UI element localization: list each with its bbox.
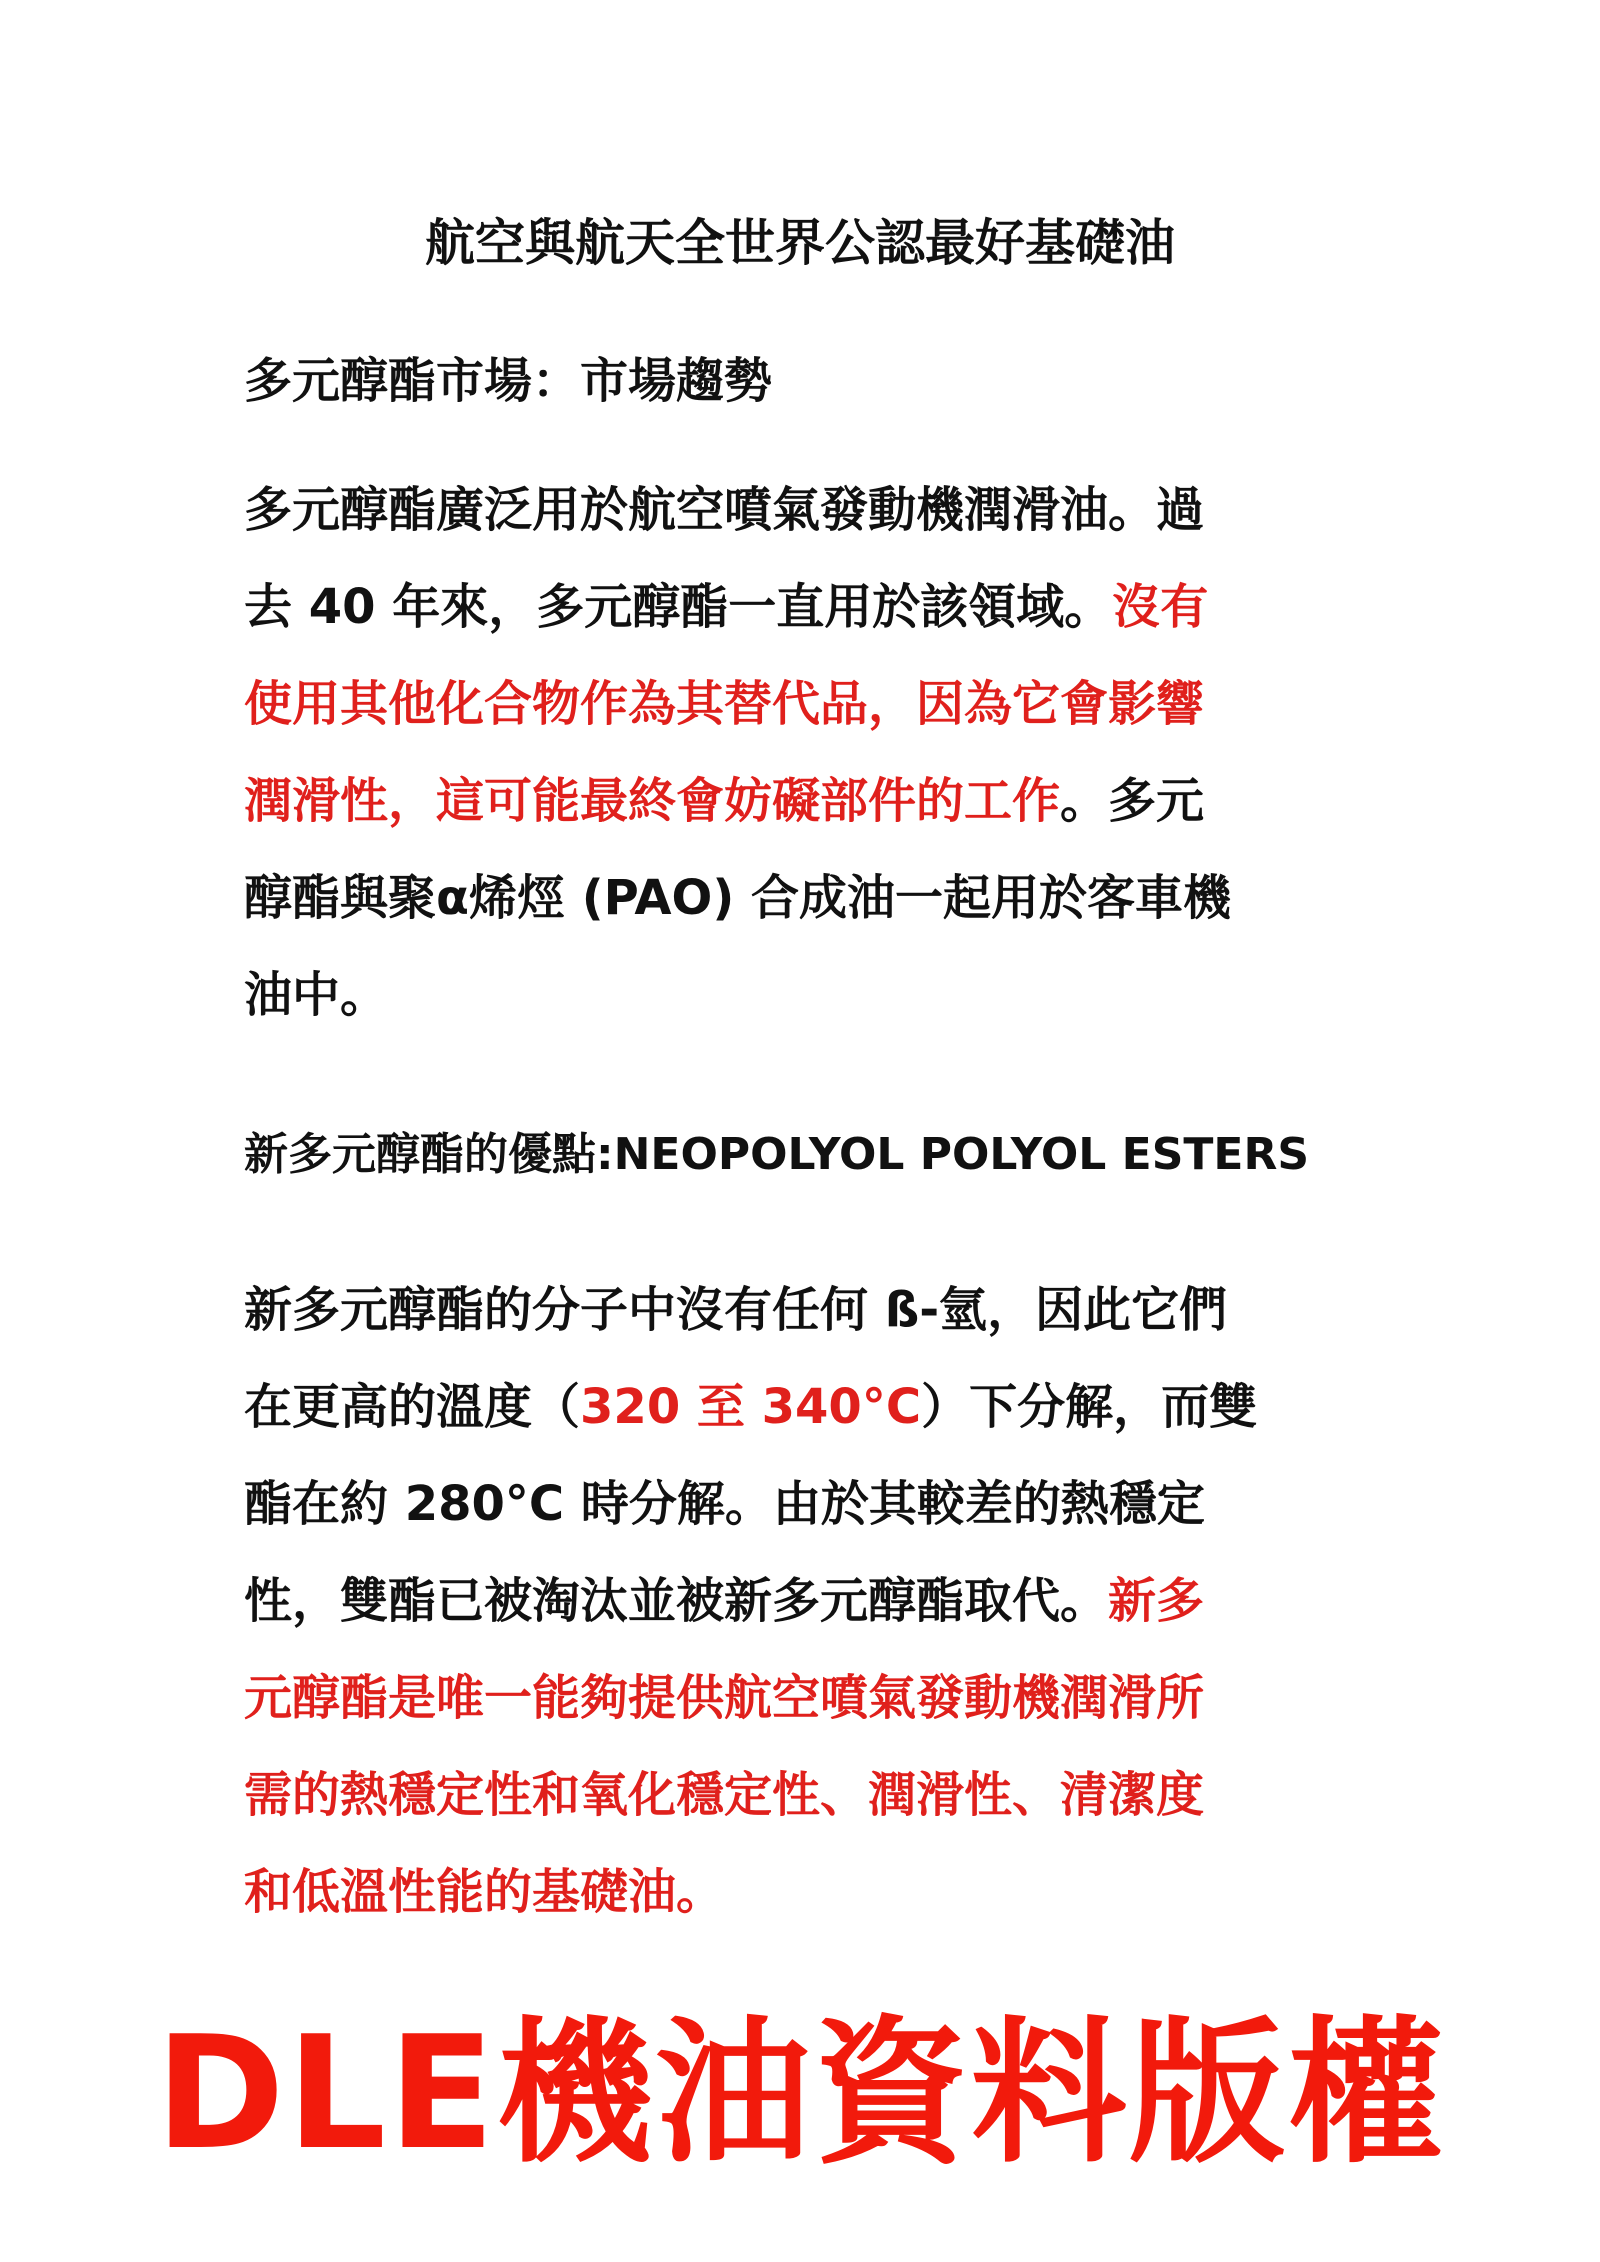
highlighted-text: 潤滑性，這可能最終會妨礙部件的工作 [244, 773, 1061, 829]
body-text: 油中。 [244, 967, 389, 1023]
paragraph-line [244, 1747, 1354, 1844]
body-text: 多元醇酯廣泛用於航空噴氣發動機潤滑油。過 [244, 482, 1205, 538]
body-text: 醇酯與聚α烯烴 (PAO) 合成油一起用於客車機 [244, 870, 1232, 926]
paragraph-line [244, 1456, 1354, 1553]
paragraph-line [244, 656, 1354, 753]
paragraph-neopolyol-advantages [244, 1262, 1354, 1941]
paragraph-line [244, 753, 1354, 850]
paragraph-line [244, 1359, 1354, 1456]
section-heading-market-trend: 多元醇酯市場：市場趨勢 [244, 353, 773, 409]
document-title: 航空與航天全世界公認最好基礎油 [425, 214, 1175, 272]
paragraph-line [244, 947, 1354, 1044]
paragraph-line [244, 1650, 1354, 1747]
paragraph-line [244, 559, 1354, 656]
body-text: 在更高的溫度（ [244, 1379, 581, 1435]
highlighted-text: 需的熱穩定性和氧化穩定性、潤滑性、清潔度 [244, 1767, 1205, 1823]
section-heading-neopolyol-advantages: 新多元醇酯的優點:NEOPOLYOL POLYOL ESTERS [244, 1129, 1310, 1180]
body-text: 。多元 [1060, 773, 1205, 829]
highlighted-text: 沒有 [1112, 579, 1209, 635]
body-text: 去 40 年來，多元醇酯一直用於該領域。 [244, 579, 1113, 635]
highlighted-text: 和低溫性能的基礎油。 [244, 1864, 725, 1920]
highlighted-text: 新多 [1108, 1573, 1205, 1629]
highlighted-text: 320 至 340°C [580, 1379, 922, 1435]
body-text: 性，雙酯已被淘汰並被新多元醇酯取代。 [244, 1573, 1109, 1629]
body-text: 新多元醇酯的分子中沒有任何 ß-氫，因此它們 [244, 1282, 1228, 1338]
highlighted-text: 使用其他化合物作為其替代品，因為它會影響 [244, 676, 1205, 732]
copyright-watermark: DLE機油資料版權 [155, 2002, 1445, 2184]
highlighted-text: 元醇酯是唯一能夠提供航空噴氣發動機潤滑所 [244, 1670, 1205, 1726]
paragraph-line [244, 850, 1354, 947]
paragraph-line [244, 1553, 1354, 1650]
body-text: 酯在約 280°C 時分解。由於其較差的熱穩定 [244, 1476, 1205, 1532]
paragraph-line [244, 462, 1354, 559]
paragraph-market-trend [244, 462, 1354, 1044]
paragraph-line [244, 1262, 1354, 1359]
paragraph-line [244, 1844, 1354, 1941]
body-text: ）下分解，而雙 [921, 1379, 1258, 1435]
